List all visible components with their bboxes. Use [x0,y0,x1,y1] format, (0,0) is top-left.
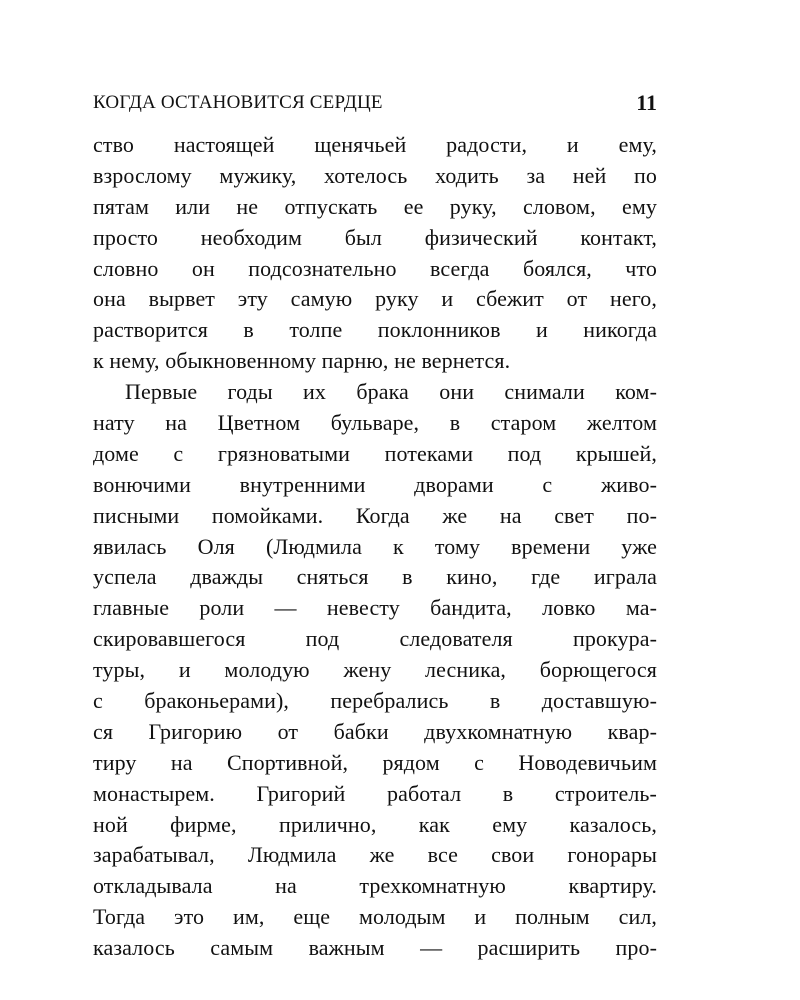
text-line: скировавшегося под следователя прокура- [93,626,657,652]
text-line: доме с грязноватыми потеками под крышей, [93,440,657,466]
text-line: с браконьерами), перебрались в доставшую- [93,688,657,714]
text-line: просто необходим был физический контакт, [93,224,657,250]
text-line: она вырвет эту самую руку и сбежит от него, [93,286,657,312]
text-line: растворится в толпе поклонников и никогда [93,317,657,343]
text-line: главные роли — невесту бандита, ловко ма- [93,595,657,621]
text-line: взрослому мужику, хотелось ходить за ней по [93,162,657,188]
text-line: к нему, обыкновенному парню, не вернется. [93,348,511,374]
text-line: словно он подсознательно всегда боялся, что [93,255,657,281]
text-line: монастырем. Григорий работал в строитель- [93,780,657,806]
text-line: пятам или не отпускать ее руку, словом, ему [93,193,657,219]
text-line: ство настоящей щенячьей радости, и ему, [93,132,657,157]
text-line: откладывала на трехкомнатную квартиру. [93,873,657,899]
running-title: КОГДА ОСТАНОВИТСЯ СЕРДЦЕ [93,92,383,113]
text-line: ся Григорию от бабки двухкомнатную квар- [93,718,657,744]
text-line: тиру на Спортивной, рядом с Новодевичьим [93,749,657,775]
running-head [93,90,657,118]
text-line: ной фирме, прилично, как ему казалось, [93,811,657,837]
text-line: зарабатывал, Людмила же все свои гонорары [93,842,657,868]
body-text [93,130,657,964]
text-line: писными помойками. Когда же на свет по- [93,502,657,528]
text-line: успела дважды сняться в кино, где играла [93,564,657,590]
text-line: туры, и молодую жену лесника, борющегося [93,657,657,683]
text-line: нату на Цветном бульваре, в старом желтом [93,410,657,436]
text-line: явилась Оля (Людмила к тому времени уже [93,533,657,559]
text-line: Тогда это им, еще молодым и полным сил, [93,904,657,930]
page-number: 11 [636,90,657,115]
text-line: вонючими внутренними дворами с живо- [93,471,657,497]
text-line: Первые годы их брака они снимали ком- [125,379,657,405]
text-line: казалось самым важным — расширить про- [93,935,657,961]
